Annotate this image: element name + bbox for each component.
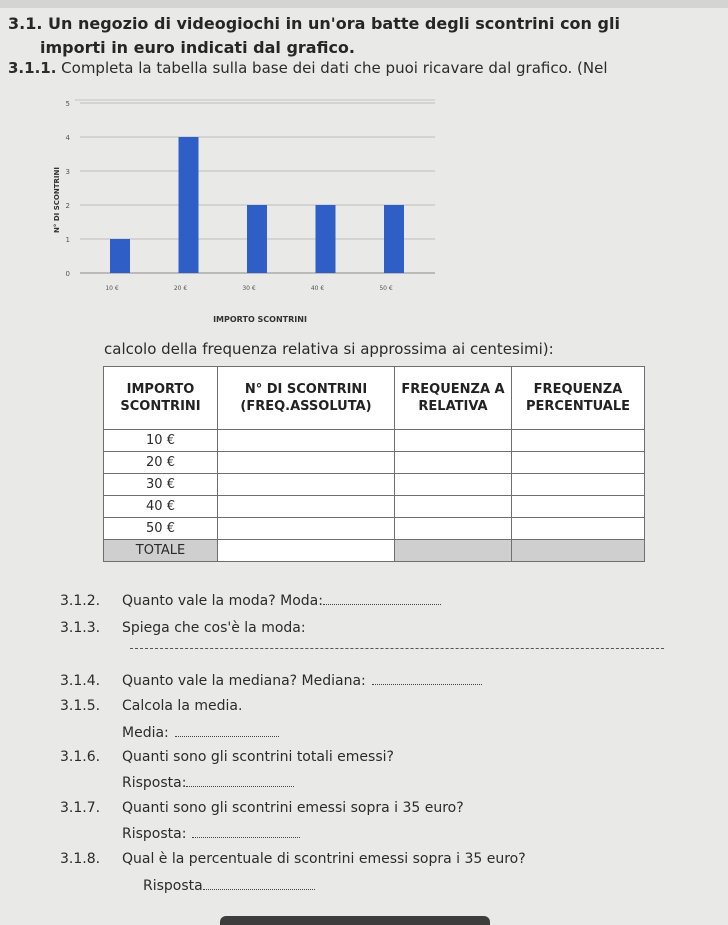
instruction-text: Completa la tabella sulla base dei dati che puoi ricavare dal grafico. (Nel — [56, 59, 608, 77]
table-row — [104, 452, 645, 474]
cell-pct[interactable] — [512, 430, 645, 452]
question-3-1-3 — [60, 620, 306, 636]
answer-label: Media: — [122, 725, 169, 741]
question-number: 3.1.3. — [60, 620, 101, 636]
y-tick-label: 3 — [65, 168, 70, 176]
question-number: 3.1.8. — [60, 851, 101, 867]
question-number: 3.1.5. — [60, 698, 101, 714]
x-tick-label: 10 € — [105, 285, 119, 292]
total-rel — [395, 540, 512, 562]
x-axis-title: IMPORTO SCONTRINI — [213, 315, 307, 324]
answer-row-3-1-8 — [143, 877, 315, 894]
total-label: TOTALE — [104, 540, 218, 562]
table-row — [104, 518, 645, 540]
exercise-title-continued: importi in euro indicati dal grafico. — [40, 38, 355, 57]
cell-pct[interactable] — [512, 474, 645, 496]
question-text: Qual è la percentuale di scontrini emessi sopra i 35 euro? — [122, 851, 526, 867]
question-text: Quanti sono gli scontrini totali emessi? — [122, 749, 394, 765]
question-3-1-5 — [60, 698, 242, 714]
row-amount: 40 € — [104, 496, 218, 518]
question-text: Quanto vale la moda? Moda: — [122, 593, 323, 609]
question-3-1-2 — [60, 592, 441, 609]
instruction-continuation: calcolo della frequenza relativa si approssima ai centesimi): — [104, 340, 554, 358]
instruction-number: 3.1.1. — [8, 59, 57, 77]
header-freq-percentuale: FREQUENZA PERCENTUALE — [512, 367, 645, 430]
cell-abs[interactable] — [218, 474, 395, 496]
instruction-3-1-1 — [8, 59, 608, 77]
cell-rel[interactable] — [395, 518, 512, 540]
question-text: Spiega che cos'è la moda: — [122, 620, 306, 636]
question-3-1-6 — [60, 749, 394, 765]
cell-pct[interactable] — [512, 452, 645, 474]
total-abs[interactable] — [218, 540, 395, 562]
answer-line-moda-explanation[interactable] — [130, 648, 664, 649]
header-importo: IMPORTO SCONTRINI — [104, 367, 218, 430]
question-3-1-8 — [60, 851, 526, 867]
question-3-1-4 — [60, 672, 482, 689]
bar — [384, 205, 404, 273]
cell-pct[interactable] — [512, 518, 645, 540]
answer-row-3-1-6 — [122, 774, 294, 791]
table-total-row — [104, 540, 645, 562]
cell-pct[interactable] — [512, 496, 645, 518]
question-number: 3.1.4. — [60, 673, 101, 689]
x-tick-label: 20 € — [173, 285, 188, 292]
answer-media[interactable] — [175, 724, 279, 737]
y-tick-label: 1 — [65, 236, 70, 244]
x-tick-label: 40 € — [310, 285, 325, 292]
question-text: Quanto vale la mediana? Mediana: — [122, 673, 366, 689]
row-amount: 50 € — [104, 518, 218, 540]
question-number: 3.1.6. — [60, 749, 101, 765]
cell-abs[interactable] — [218, 452, 395, 474]
y-tick-label: 2 — [65, 202, 70, 210]
question-3-1-7 — [60, 800, 464, 816]
cell-abs[interactable] — [218, 430, 395, 452]
answer-label: Risposta — [143, 878, 203, 894]
page-top-edge — [0, 0, 728, 8]
cell-abs[interactable] — [218, 496, 395, 518]
cell-rel[interactable] — [395, 452, 512, 474]
answer-3-1-7[interactable] — [192, 825, 300, 838]
cell-rel[interactable] — [395, 474, 512, 496]
x-tick-label: 30 € — [242, 285, 256, 292]
row-amount: 20 € — [104, 452, 218, 474]
table-row — [104, 430, 645, 452]
question-text: Calcola la media. — [122, 698, 243, 714]
row-amount: 30 € — [104, 474, 218, 496]
answer-3-1-8[interactable] — [203, 877, 315, 890]
total-pct — [512, 540, 645, 562]
answer-3-1-6[interactable] — [186, 774, 294, 787]
bar — [316, 205, 336, 273]
cell-abs[interactable] — [218, 518, 395, 540]
y-tick-label: 4 — [65, 134, 70, 142]
cell-rel[interactable] — [395, 496, 512, 518]
answer-mediana[interactable] — [372, 672, 482, 685]
exercise-title: 3.1. Un negozio di videogiochi in un'ora batte degli scontrini con gli — [8, 14, 620, 33]
table-row — [104, 474, 645, 496]
y-tick-label: 0 — [65, 270, 70, 278]
table-row — [104, 496, 645, 518]
answer-label: Risposta: — [122, 775, 187, 791]
answer-label: Risposta: — [122, 826, 187, 842]
y-axis-title: N° DI SCONTRINI — [53, 167, 61, 233]
answer-moda[interactable] — [323, 592, 441, 605]
bar-chart — [40, 90, 440, 330]
cell-rel[interactable] — [395, 430, 512, 452]
bar — [247, 205, 267, 273]
answer-row-media — [122, 724, 279, 741]
page-bottom-edge — [220, 916, 490, 925]
bar — [110, 239, 130, 273]
question-text: Quanti sono gli scontrini emessi sopra i 35 euro? — [122, 800, 464, 816]
answer-row-3-1-7 — [122, 825, 300, 842]
table-header-row — [104, 367, 645, 430]
x-tick-label: 50 € — [379, 285, 393, 292]
row-amount: 10 € — [104, 430, 218, 452]
header-freq-relativa: FREQUENZA A RELATIVA — [395, 367, 512, 430]
question-number: 3.1.7. — [60, 800, 101, 816]
header-freq-assoluta: N° DI SCONTRINI (FREQ.ASSOLUTA) — [218, 367, 395, 430]
frequency-table — [103, 366, 645, 562]
bar — [179, 137, 199, 273]
y-tick-label: 5 — [65, 100, 70, 108]
question-number: 3.1.2. — [60, 593, 101, 609]
bar-chart-svg — [40, 90, 440, 330]
